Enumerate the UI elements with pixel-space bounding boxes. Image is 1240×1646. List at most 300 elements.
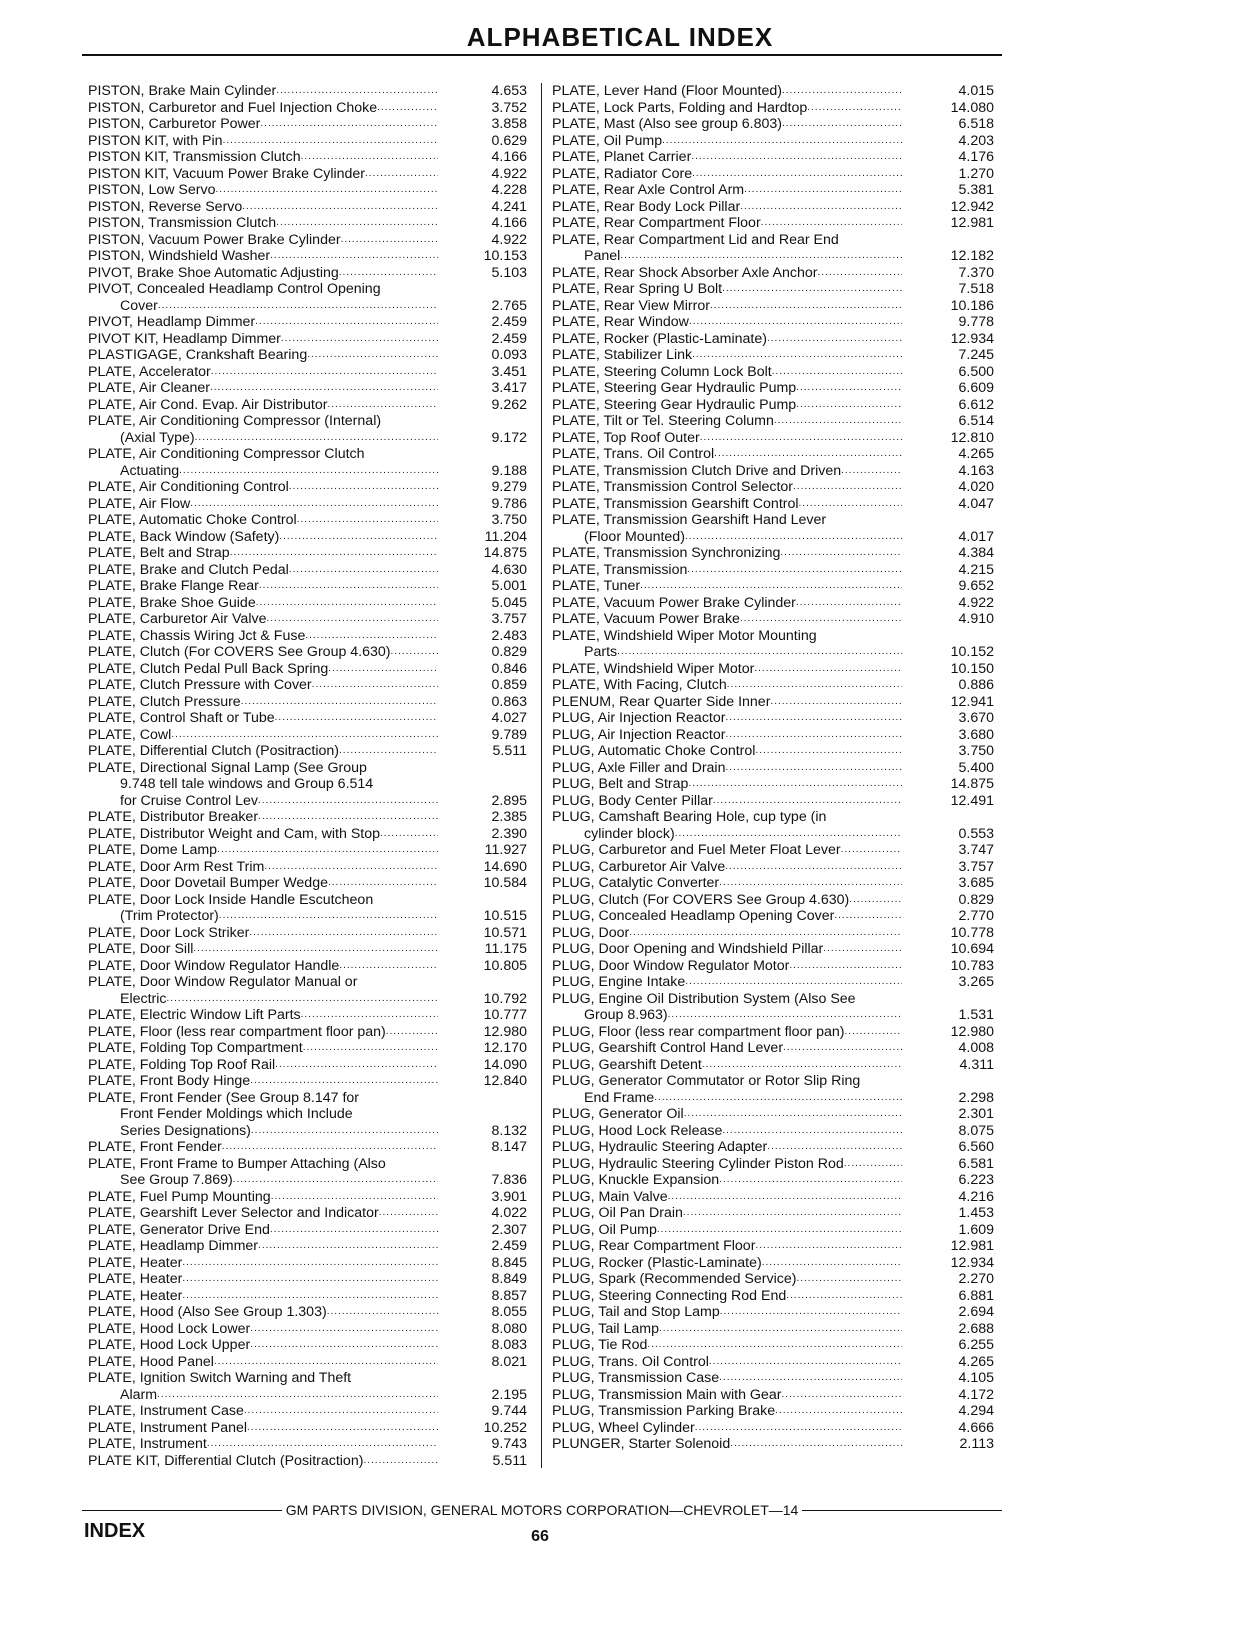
- entry-group-number: 3.451: [491, 363, 527, 380]
- entry-group-number: 14.090: [483, 1056, 527, 1073]
- entry-text-wrap: [88, 793, 438, 810]
- dot-leader: [193, 941, 438, 958]
- index-entry: [88, 562, 533, 579]
- dot-leader: [834, 908, 902, 925]
- entry-label: PLUG, Concealed Headlamp Opening Cover: [552, 908, 835, 924]
- footer-rule-right: [802, 1510, 1002, 1511]
- entry-label: PLATE, Door Arm Rest Trim: [88, 858, 265, 875]
- entry-group-number: 4.105: [958, 1370, 994, 1386]
- entry-group-number: 14.875: [483, 545, 527, 561]
- entry-label: PLUG, Gearshift Control Hand Lever: [552, 1040, 784, 1056]
- entry-group-number: 4.008: [958, 1040, 994, 1056]
- entry-group-number: 10.778: [950, 924, 994, 941]
- entry-label: PLUG, Axle Filler and Drain: [552, 759, 726, 776]
- index-entry: [88, 1321, 533, 1338]
- index-entry: [552, 1172, 1000, 1189]
- index-entry: [88, 1354, 533, 1371]
- index-entry: [552, 479, 1000, 496]
- index-entry: [552, 397, 1000, 414]
- entry-group-number: 12.941: [950, 693, 994, 710]
- dot-leader: [796, 1271, 902, 1288]
- index-entry: [552, 1156, 1000, 1173]
- entry-text-wrap: [552, 149, 902, 166]
- index-entry: [88, 331, 533, 348]
- entry-group-number: 5.103: [491, 264, 527, 281]
- dot-leader: [260, 116, 438, 133]
- entry-label: Group 8.963): [584, 1007, 668, 1023]
- entry-label: PLUG, Camshaft Bearing Hole, cup type (in: [552, 809, 827, 825]
- entry-group-number: 2.459: [491, 1238, 527, 1254]
- dot-leader: [182, 1271, 438, 1288]
- entry-group-number: 12.170: [483, 1040, 527, 1056]
- entry-text-wrap: [88, 941, 438, 958]
- index-entry: [552, 661, 1000, 678]
- dot-leader: [780, 545, 902, 562]
- dot-leader: [823, 941, 902, 958]
- entry-label: PLATE, Automatic Choke Control: [88, 512, 297, 528]
- index-entry: [552, 892, 1000, 909]
- index-entry: [552, 1255, 1000, 1272]
- index-entry: [88, 1040, 533, 1057]
- entry-text-wrap: [552, 1172, 902, 1189]
- index-entry: [88, 743, 533, 760]
- entry-text-wrap: [88, 298, 438, 315]
- entry-text-wrap: [552, 364, 902, 381]
- entry-label: PISTON KIT, with Pin: [88, 132, 223, 149]
- entry-label: PLUG, Air Injection Reactor: [552, 726, 726, 743]
- entry-group-number: 4.166: [491, 215, 527, 231]
- entry-label: PLATE, Door Dovetail Bumper Wedge: [88, 875, 328, 891]
- entry-text-wrap: [88, 710, 438, 727]
- entry-group-number: 0.629: [491, 132, 527, 149]
- entry-group-number: 9.778: [958, 314, 994, 330]
- entry-label: PLATE, Rear View Mirror: [552, 297, 710, 314]
- entry-group-number: 12.980: [483, 1023, 527, 1040]
- dot-leader: [157, 1387, 438, 1404]
- entry-text-wrap: [552, 380, 902, 397]
- entry-text-wrap: [88, 314, 438, 331]
- index-entry: [88, 545, 533, 562]
- index-entry: [88, 100, 533, 117]
- entry-group-number: 4.172: [958, 1386, 994, 1403]
- index-entry: [88, 347, 533, 364]
- entry-label: PLATE, Electric Window Lift Parts: [88, 1007, 301, 1023]
- entry-label: for Cruise Control Lev: [120, 792, 258, 809]
- entry-text-wrap: [552, 710, 902, 727]
- dot-leader: [297, 512, 438, 529]
- entry-group-number: 2.688: [958, 1320, 994, 1337]
- entry-group-number: 6.560: [958, 1139, 994, 1155]
- entry-group-number: 10.515: [483, 908, 527, 924]
- entry-group-number: 4.228: [491, 182, 527, 198]
- entry-group-number: 7.836: [491, 1172, 527, 1188]
- index-entry: [552, 1090, 1000, 1107]
- entry-group-number: 6.255: [958, 1337, 994, 1353]
- dot-leader: [365, 166, 438, 183]
- entry-label: See Group 7.869): [120, 1172, 233, 1188]
- entry-text-wrap: [552, 1123, 902, 1140]
- dot-leader: [789, 958, 902, 975]
- index-entry: [88, 1436, 533, 1453]
- entry-group-number: 7.245: [958, 347, 994, 363]
- index-entry: [88, 644, 533, 661]
- entry-label: PLUG, Knuckle Expansion: [552, 1172, 720, 1188]
- dot-leader: [250, 1337, 438, 1354]
- index-entry: [88, 727, 533, 744]
- entry-label: PLUG, Hydraulic Steering Cylinder Piston Rod: [552, 1155, 844, 1172]
- index-entry: [552, 298, 1000, 315]
- entry-text-wrap: [552, 727, 902, 744]
- dot-leader: [617, 644, 902, 661]
- entry-label: PLATE, Instrument Case: [88, 1403, 244, 1419]
- entry-label: PISTON, Low Servo: [88, 182, 216, 198]
- entry-label: PLATE, Lever Hand (Floor Mounted): [552, 83, 782, 99]
- index-entry: [88, 1304, 533, 1321]
- dot-leader: [662, 133, 902, 150]
- entry-group-number: 10.792: [483, 990, 527, 1007]
- dot-leader: [807, 100, 902, 117]
- dot-leader: [740, 611, 902, 628]
- entry-group-number: 8.849: [491, 1271, 527, 1287]
- entry-text-wrap: [552, 776, 902, 793]
- index-entry: [88, 1403, 533, 1420]
- index-entry: [88, 1222, 533, 1239]
- index-entry: [88, 463, 533, 480]
- entry-group-number: 6.223: [958, 1172, 994, 1188]
- dot-leader: [620, 248, 902, 265]
- entry-label: PLUG, Door Opening and Windshield Pillar: [552, 941, 824, 957]
- entry-text-wrap: [88, 1073, 438, 1090]
- entry-group-number: 12.981: [950, 215, 994, 231]
- index-entry: [552, 1222, 1000, 1239]
- index-entry: [552, 133, 1000, 150]
- entry-text-wrap: [88, 1271, 438, 1288]
- entry-group-number: 5.400: [958, 759, 994, 776]
- entry-label: PLATE, Front Frame to Bumper Attaching (Also: [88, 1155, 386, 1172]
- entry-group-number: 9.652: [958, 578, 994, 594]
- entry-group-number: 1.531: [958, 1007, 994, 1023]
- entry-text-wrap: [88, 1387, 438, 1404]
- dot-leader: [312, 677, 438, 694]
- dot-leader: [740, 199, 902, 216]
- entry-text-wrap: [552, 199, 902, 216]
- dot-leader: [266, 611, 438, 628]
- entry-text-wrap: [88, 809, 438, 826]
- entry-group-number: 3.858: [491, 116, 527, 132]
- entry-text-wrap: [552, 1189, 902, 1206]
- index-entry: [552, 1321, 1000, 1338]
- entry-text-wrap: [88, 1304, 438, 1321]
- index-entry: [88, 1073, 533, 1090]
- entry-group-number: 11.175: [484, 941, 527, 957]
- entry-group-number: 4.922: [958, 594, 994, 611]
- entry-text-wrap: [552, 1403, 902, 1420]
- dot-leader: [845, 1024, 902, 1041]
- entry-text-wrap: [552, 1139, 902, 1156]
- entry-text-wrap: [552, 958, 902, 975]
- entry-label: PISTON, Transmission Clutch: [88, 215, 277, 231]
- index-entry: [552, 331, 1000, 348]
- entry-label: PLATE, Rear Body Lock Pillar: [552, 198, 741, 215]
- entry-label: PLATE, Door Lock Inside Handle Escutcheon: [88, 891, 374, 908]
- entry-text-wrap: [88, 380, 438, 397]
- dot-leader: [250, 1073, 438, 1090]
- index-entry: [552, 562, 1000, 579]
- index-entry: [552, 1370, 1000, 1387]
- index-entry: [88, 199, 533, 216]
- entry-label: PLATE, Brake Shoe Guide: [88, 594, 256, 611]
- entry-text-wrap: [552, 446, 902, 463]
- index-entry: [552, 1139, 1000, 1156]
- entry-text-wrap: [88, 1222, 438, 1239]
- entry-group-number: 3.757: [491, 611, 527, 627]
- dot-leader: [767, 1139, 902, 1156]
- dot-leader: [689, 314, 902, 331]
- section-label: INDEX: [84, 1520, 146, 1542]
- footer-rule-left: [82, 1510, 282, 1511]
- entry-label: PLUG, Trans. Oil Control: [552, 1353, 709, 1370]
- entry-label: PLATE, Heater: [88, 1287, 183, 1304]
- index-entry: [552, 1040, 1000, 1057]
- entry-group-number: 10.186: [950, 297, 994, 314]
- dot-leader: [725, 760, 902, 777]
- entry-label: PLATE, Transmission: [552, 561, 688, 578]
- entry-text-wrap: [552, 314, 902, 331]
- entry-text-wrap: [88, 232, 438, 249]
- entry-group-number: 4.265: [958, 1353, 994, 1370]
- index-entry: [552, 875, 1000, 892]
- entry-text-wrap: [88, 265, 438, 282]
- entry-text-wrap: [552, 496, 902, 513]
- entry-group-number: 12.942: [950, 198, 994, 215]
- dot-leader: [683, 1205, 902, 1222]
- entry-text-wrap: [88, 991, 438, 1008]
- index-entry: [88, 925, 533, 942]
- entry-text-wrap: [88, 496, 438, 513]
- entry-group-number: 8.132: [491, 1122, 527, 1139]
- entry-group-number: 0.859: [491, 677, 527, 693]
- entry-label: PLATE, Folding Top Roof Rail: [88, 1056, 276, 1073]
- entry-group-number: 10.150: [950, 660, 994, 677]
- entry-group-number: 8.075: [958, 1122, 994, 1139]
- index-entry: [88, 298, 533, 315]
- dot-leader: [301, 149, 438, 166]
- dot-leader: [275, 710, 438, 727]
- entry-text-wrap: [88, 892, 438, 909]
- dot-leader: [796, 380, 902, 397]
- entry-label: Parts: [584, 644, 618, 660]
- entry-label: PISTON KIT, Vacuum Power Brake Cylinder: [88, 165, 366, 182]
- entry-text-wrap: [552, 248, 902, 265]
- entry-group-number: 3.747: [958, 842, 994, 858]
- entry-group-number: 4.017: [958, 528, 994, 545]
- entry-group-number: 4.630: [491, 561, 527, 578]
- entry-group-number: 8.845: [491, 1254, 527, 1271]
- entry-label: PLATE, Rear Spring U Bolt: [552, 281, 723, 297]
- dot-leader: [657, 1222, 902, 1239]
- entry-text-wrap: [552, 1040, 902, 1057]
- index-entry: [552, 925, 1000, 942]
- entry-text-wrap: [88, 578, 438, 595]
- entry-label: PLATE, Rear Compartment Lid and Rear End: [552, 231, 839, 248]
- entry-text-wrap: [552, 1436, 902, 1453]
- index-entry: [88, 1057, 533, 1074]
- entry-group-number: 2.765: [491, 297, 527, 314]
- index-entry: [88, 1387, 533, 1404]
- index-entry: [552, 1057, 1000, 1074]
- index-entry: [552, 1337, 1000, 1354]
- entry-text-wrap: [88, 248, 438, 265]
- dot-leader: [786, 1288, 902, 1305]
- entry-text-wrap: [88, 364, 438, 381]
- entry-text-wrap: [552, 595, 902, 612]
- dot-leader: [668, 1189, 902, 1206]
- index-entry: [88, 1024, 533, 1041]
- entry-label: PLATE, Tuner: [552, 578, 641, 594]
- index-entry: [88, 628, 533, 645]
- index-entry: [552, 1436, 1000, 1453]
- dot-leader: [762, 1255, 902, 1272]
- entry-text-wrap: [552, 1387, 902, 1404]
- dot-leader: [258, 793, 438, 810]
- index-entry: [88, 413, 533, 430]
- entry-label: PISTON, Brake Main Cylinder: [88, 83, 277, 99]
- dot-leader: [271, 1189, 438, 1206]
- dot-leader: [256, 595, 438, 612]
- index-entry: [552, 116, 1000, 133]
- entry-group-number: 4.910: [958, 611, 994, 627]
- entry-group-number: 2.195: [491, 1386, 527, 1403]
- dot-leader: [725, 859, 902, 876]
- index-entry: [88, 446, 533, 463]
- dot-leader: [222, 1139, 438, 1156]
- entry-group-number: 4.027: [491, 710, 527, 726]
- index-entry: [88, 265, 533, 282]
- entry-text-wrap: [552, 1354, 902, 1371]
- entry-group-number: 0.829: [491, 644, 527, 660]
- entry-label: PLATE, Air Flow: [88, 495, 191, 512]
- entry-label: PLUG, Transmission Case: [552, 1370, 720, 1386]
- dot-leader: [210, 380, 438, 397]
- entry-text-wrap: [552, 1106, 902, 1123]
- index-entry: [88, 232, 533, 249]
- index-entry: [88, 661, 533, 678]
- entry-group-number: 1.453: [958, 1205, 994, 1221]
- entry-group-number: 8.083: [491, 1337, 527, 1353]
- entry-label: PLUG, Oil Pan Drain: [552, 1205, 683, 1221]
- dot-leader: [386, 1024, 438, 1041]
- entry-text-wrap: [552, 991, 902, 1008]
- index-entry: [88, 1420, 533, 1437]
- dot-leader: [258, 1238, 438, 1255]
- index-entry: [552, 958, 1000, 975]
- entry-group-number: 4.216: [958, 1188, 994, 1205]
- entry-group-number: 9.279: [491, 479, 527, 495]
- entry-group-number: 4.311: [959, 1056, 994, 1073]
- entry-label: PLUG, Engine Oil Distribution System (Also See: [552, 990, 856, 1007]
- entry-text-wrap: [88, 215, 438, 232]
- entry-label: PLATE, Hood (Also See Group 1.303): [88, 1304, 327, 1320]
- index-entry: [88, 595, 533, 612]
- index-entry: [88, 248, 533, 265]
- index-entry: [552, 1106, 1000, 1123]
- index-entry: [552, 677, 1000, 694]
- entry-label: PLATE, With Facing, Clutch: [552, 677, 727, 693]
- entry-text-wrap: [88, 1106, 438, 1123]
- dot-leader: [242, 199, 438, 216]
- entry-text-wrap: [88, 1403, 438, 1420]
- dot-leader: [270, 248, 438, 265]
- entry-label: PISTON, Windshield Washer: [88, 248, 271, 264]
- entry-text-wrap: [88, 463, 438, 480]
- entry-text-wrap: [552, 661, 902, 678]
- entry-text-wrap: [552, 892, 902, 909]
- entry-group-number: 11.204: [484, 528, 527, 545]
- entry-label: PLUG, Belt and Strap: [552, 776, 689, 792]
- dot-leader: [691, 149, 902, 166]
- dot-leader: [725, 727, 902, 744]
- entry-text-wrap: [88, 1205, 438, 1222]
- entry-group-number: 2.298: [958, 1089, 994, 1106]
- entry-text-wrap: [552, 166, 902, 183]
- entry-group-number: 12.934: [950, 1254, 994, 1271]
- entry-text-wrap: [88, 166, 438, 183]
- entry-label: PLATE, Front Fender: [88, 1139, 222, 1155]
- entry-label: PISTON, Vacuum Power Brake Cylinder: [88, 231, 341, 248]
- entry-label: PLUG, Automatic Choke Control: [552, 743, 756, 759]
- dot-leader: [685, 974, 902, 991]
- entry-text-wrap: [88, 611, 438, 628]
- entry-label: PLUG, Carburetor Air Valve: [552, 858, 726, 875]
- dot-leader: [720, 1304, 902, 1321]
- index-column-left: [88, 83, 533, 1469]
- entry-text-wrap: [552, 925, 902, 942]
- index-entry: [88, 430, 533, 447]
- entry-group-number: 4.047: [958, 495, 994, 512]
- entry-text-wrap: [88, 413, 438, 430]
- dot-leader: [195, 430, 438, 447]
- index-entry: [552, 512, 1000, 529]
- entry-group-number: 4.241: [491, 198, 527, 215]
- entry-label: PLATE, Generator Drive End: [88, 1221, 270, 1238]
- entry-group-number: 5.001: [491, 578, 527, 594]
- dot-leader: [327, 397, 438, 414]
- dot-leader: [818, 265, 903, 282]
- entry-text-wrap: [552, 859, 902, 876]
- entry-group-number: 9.789: [491, 726, 527, 743]
- dot-leader: [305, 628, 438, 645]
- dot-leader: [629, 925, 902, 942]
- entry-group-number: 9.786: [491, 495, 527, 512]
- dot-leader: [654, 1090, 902, 1107]
- entry-label: Cover: [120, 297, 158, 314]
- entry-label: PLENUM, Rear Quarter Side Inner: [552, 693, 771, 710]
- entry-text-wrap: [88, 149, 438, 166]
- index-entry: [552, 347, 1000, 364]
- entry-text-wrap: [552, 1271, 902, 1288]
- entry-label: PLATE, Transmission Gearshift Hand Lever: [552, 512, 827, 528]
- index-entry: [552, 149, 1000, 166]
- dot-leader: [241, 694, 438, 711]
- entry-group-number: 12.182: [950, 248, 994, 264]
- entry-label: PLATE, Distributor Weight and Cam, with Stop: [88, 825, 381, 842]
- dot-leader: [259, 578, 438, 595]
- entry-text-wrap: [88, 281, 438, 298]
- dot-leader: [727, 677, 902, 694]
- entry-label: PLUG, Wheel Cylinder: [552, 1419, 695, 1436]
- index-entry: [88, 1205, 533, 1222]
- dot-leader: [207, 1436, 438, 1453]
